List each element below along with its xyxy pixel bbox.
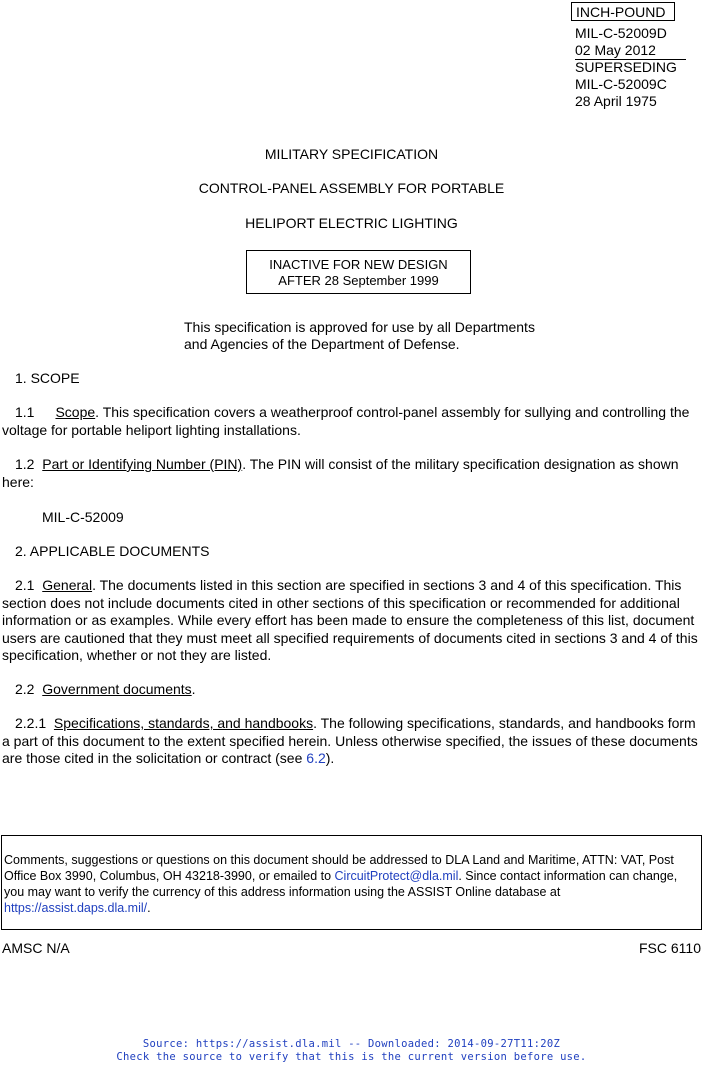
section-6-2-link[interactable]: 6.2 xyxy=(306,750,326,766)
paragraph-1-2-text: . The PIN will consist of the military specification designation as shown here: xyxy=(2,456,679,490)
superseding-label: SUPERSEDING xyxy=(575,59,677,75)
previous-document-date: 28 April 1975 xyxy=(575,93,657,109)
paragraph-1-1-title: Scope xyxy=(55,404,96,420)
spec-type-title: MILITARY SPECIFICATION xyxy=(264,146,439,162)
section-2-heading: 2. APPLICABLE DOCUMENTS xyxy=(15,543,210,559)
paragraph-1-2-number: 1.2 xyxy=(15,456,35,472)
paragraph-2-2-title: Government documents xyxy=(42,681,192,697)
paragraph-1-1 xyxy=(2,404,702,439)
paragraph-2-1 xyxy=(2,577,702,665)
pin-value: MIL-C-52009 xyxy=(42,509,124,525)
paragraph-2-2-1-end: ). xyxy=(325,750,335,766)
paragraph-2-1-text: . The documents listed in this section are specified in sections 3 and 4 of this specification. This section does not include documents cited in other sections of this specification or recommended for additional information or as examples. While every effort has been made to ensure the completeness of this list, document users are cautioned that they must meet all specified requirements of documents cited in sections 3 and 4 of this specification, whether or not they are listed. xyxy=(2,577,698,663)
comments-box xyxy=(1,835,702,930)
document-title-line-2: HELIPORT ELECTRIC LIGHTING xyxy=(245,215,458,231)
source-footer-line-2: Check the source to verify that this is the current version before use. xyxy=(116,1051,587,1063)
paragraph-2-2-1 xyxy=(2,715,702,768)
document-id: MIL-C-52009D xyxy=(575,25,667,41)
paragraph-2-2-1-title: Specifications, standards, and handbooks xyxy=(53,715,314,731)
previous-document-id: MIL-C-52009C xyxy=(575,76,667,92)
paragraph-1-1-number: 1.1 xyxy=(15,404,35,420)
source-footer-line-1: Source: https://assist.dla.mil -- Downloaded: 2014-09-27T11:20Z xyxy=(142,1038,561,1050)
inactive-notice-line-1: INACTIVE FOR NEW DESIGN xyxy=(269,257,448,272)
approval-statement-line-2: and Agencies of the Department of Defense. xyxy=(184,336,460,352)
comments-text-3: . xyxy=(147,901,151,915)
fsc-label: FSC 6110 xyxy=(639,940,701,956)
inactive-notice-line-2: AFTER 28 September 1999 xyxy=(278,273,439,288)
paragraph-1-1-text: . This specification covers a weatherproof control-panel assembly for sullying and controlling the voltage for portable heliport lighting installations. xyxy=(2,404,690,438)
inactive-notice-box xyxy=(246,250,471,294)
paragraph-2-2-number: 2.2 xyxy=(15,681,35,697)
comments-email-link[interactable]: CircuitProtect@dla.mil xyxy=(334,869,459,883)
paragraph-2-1-title: General xyxy=(42,577,93,593)
approval-statement-line-1: This specification is approved for use by all Departments xyxy=(184,319,535,335)
paragraph-1-2 xyxy=(2,456,702,491)
paragraph-2-1-number: 2.1 xyxy=(15,577,35,593)
paragraph-2-2-1-text: . The following specifications, standards, and handbooks form a part of this document to the extent specified herein. Unless otherwise specified, the issues of these documents are those cited in the solicitation or contract (see xyxy=(2,715,698,766)
document-title-line-1: CONTROL-PANEL ASSEMBLY FOR PORTABLE xyxy=(198,180,505,196)
document-date: 02 May 2012 xyxy=(575,42,686,60)
paragraph-2-2-text: . xyxy=(191,681,196,697)
section-1-heading: 1. SCOPE xyxy=(15,370,80,386)
inch-pound-label: INCH-POUND xyxy=(571,2,675,21)
assist-database-link[interactable]: https://assist.daps.dla.mil/ xyxy=(4,901,148,915)
amsc-label: AMSC N/A xyxy=(2,940,70,956)
paragraph-2-2-1-number: 2.2.1 xyxy=(15,715,47,731)
comments-text-2: . Since contact information can change, you may want to verify the currency of this address information using the ASSIST Online database at xyxy=(4,869,678,899)
comments-text-1: Comments, suggestions or questions on this document should be addressed to DLA Land and Maritime, ATTN: VAT, Post Office Box 3990, Columbus, OH 43218-3990, or emailed to xyxy=(4,853,674,883)
paragraph-2-2 xyxy=(2,681,702,699)
paragraph-1-2-title: Part or Identifying Number (PIN) xyxy=(42,456,243,472)
